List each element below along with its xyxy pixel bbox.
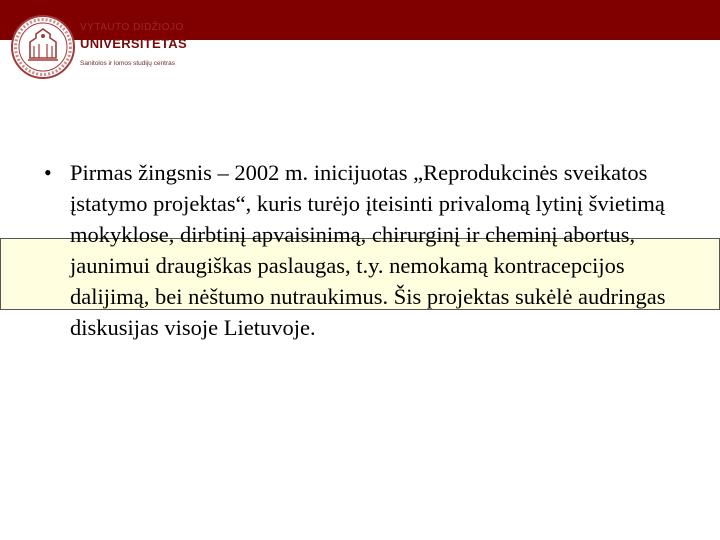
bullet-item — [44, 157, 694, 343]
university-logo — [80, 22, 187, 68]
bullet-marker: • — [44, 160, 52, 185]
logo-title: UNIVERSITETAS — [80, 36, 187, 51]
logo-top-text: VYTAUTO DIDŽIOJO — [80, 22, 184, 33]
university-seal-icon — [10, 14, 76, 80]
slide-content — [44, 157, 694, 343]
logo-tagline: Sanitolos ir lomos studijų centras — [80, 60, 176, 67]
bullet-paragraph: Pirmas žingsnis – 2002 m. inicijuotas „Reprodukcinės sveikatos įstatymo projektas“, kuris turėjo įteisinti privalomą lytinį švietimą mokyklose, dirbtinį apvaisinimą, chirurginį ir cheminį abortus, jaunimui draugiškas paslaugas, t.y. nemokamą kontracepcijos dalijimą, bei nėštumo nutraukimus. Šis projektas sukėlė audringas diskusijas visoje Lietuvoje. — [70, 160, 666, 340]
